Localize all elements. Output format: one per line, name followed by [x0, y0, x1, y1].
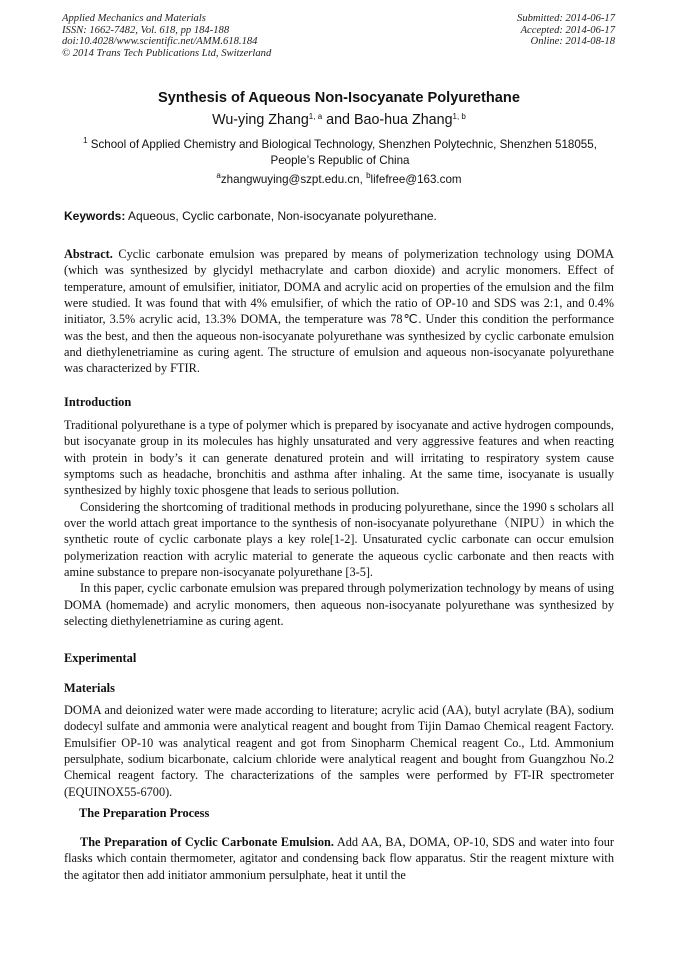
- email-link[interactable]: zhangwuying@szpt.edu.cn,: [220, 173, 367, 186]
- introduction-body: [64, 417, 614, 629]
- author-name: Wu-ying Zhang: [212, 112, 309, 128]
- dates-header: [517, 13, 615, 48]
- abstract: [64, 246, 614, 377]
- author-affil-mark: 1, b: [452, 112, 466, 121]
- email-link[interactable]: lifefree@163.com: [370, 173, 462, 186]
- author-conjunction: and: [322, 112, 354, 128]
- journal-header: [62, 13, 271, 59]
- journal-name: Applied Mechanics and Materials: [62, 13, 206, 24]
- abstract-text: Cyclic carbonate emulsion was prepared by means of polymerization technology using DOMA (which was synthesized by glycidyl methacrylate and carbon dioxide) and acrylic monomers. Effect of temperature, amount of emulsifier, initiator, DOMA and acrylic acid on properties of the emulsion and the film were studied. It was found that with 4% emulsifier, of which the ratio of OP-10 and SDS was 2:1, and 0.4% initiator, 3.5% acrylic acid, 13.3% DOMA, the temperature was 78℃. Under this condition the performance was the best, and then the aqueous non-isocyanate polyurethane was synthesized by cyclic carbonate emulsion and diethylenetriamine as curing agent. The structure of emulsion and aqueous non-isocyanate polyurethane was characterized by FTIR.: [64, 247, 614, 376]
- abstract-label: Abstract.: [64, 247, 113, 261]
- subsection-heading-materials: Materials: [64, 681, 115, 695]
- online-date: Online: 2014-08-18: [530, 36, 615, 48]
- affiliation-text: School of Applied Chemistry and Biological Technology, Shenzhen Polytechnic, Shenzhen 518055, People’s Republic of China: [90, 138, 597, 167]
- subsection-heading-preparation: The Preparation Process: [79, 806, 210, 820]
- paragraph: DOMA and deionized water were made according to literature; acrylic acid (AA), butyl acrylate (BA), sodium dodecyl sulfate and ammonia were analytical reagent and bought from Tijin Damao Chemical reagent Factory. Emulsifier OP-10 was analytical reagent and got from Sinopharm Chemical reagent Co., Ltd. Ammonium persulphate, sodium bicarbonate, calcium chloride were analytical reagent and bought from Guangzhou No.2 Chemical reagent factory. The characterizations of the samples were performed by FT-IR spectrometer (EQUINOX55-6700).: [64, 703, 614, 799]
- materials-body: [64, 702, 614, 800]
- doi-line: doi:10.4028/www.scientific.net/AMM.618.184: [62, 36, 258, 48]
- paragraph: Traditional polyurethane is a type of polymer which is prepared by isocyanate and active hydrogen compounds, but isocyanate group in its molecules has highly unsaturated and very aggressive features and when reacting with protein in body’s it can generate denatured protein and will irritating to respiratory system cause symptoms such as headache, bronchitis and asthma after inhaling. At the same time, isocyanate is usually synthesized by highly toxic phosgene that leads to serious pollution.: [64, 418, 614, 498]
- email-line: [0, 173, 678, 186]
- email-mark: a: [216, 171, 221, 180]
- submitted-date: Submitted: 2014-06-17: [517, 13, 615, 24]
- section-heading-experimental: Experimental: [64, 651, 137, 665]
- accepted-date: Accepted: 2014-06-17: [520, 24, 615, 36]
- author-name: Bao-hua Zhang: [353, 112, 453, 128]
- issn-line: ISSN: 1662-7482, Vol. 618, pp 184-188: [62, 24, 230, 36]
- author-affil-mark: 1, a: [308, 112, 323, 121]
- paper-title: Synthesis of Aqueous Non-Isocyanate Polyurethane: [158, 90, 520, 106]
- paragraph: Considering the shortcoming of traditional methods in producing polyurethane, since the 1990 s scholars all over the world attach great importance to the synthesis of non-isocyanate polyurethane（NIPU）in which the synthetic route of cyclic carbonate plays a key role[1-2]. Unsaturated cyclic carbonate can occur emulsion polymerization reaction with acrylic material to generate the aqueous cyclic carbonate and then reacts with amine substance to prepare non-isocyanate polyurethane [3-5].: [64, 499, 614, 580]
- email-mark: b: [366, 171, 371, 180]
- preparation-text: Add AA, BA, DOMA, OP-10, SDS and water into four flasks which contain thermometer, agitator and condensing back flow apparatus. Stir the reagent mixture with the agitator then add initiator ammonium persulphate, heat it until the: [64, 835, 614, 882]
- keywords-label: Keywords:: [64, 209, 126, 223]
- copyright-line: © 2014 Trans Tech Publications Ltd, Switzerland: [62, 47, 272, 59]
- preparation-body: [64, 834, 614, 883]
- paragraph: In this paper, cyclic carbonate emulsion was prepared through polymerization technology by means of using DOMA (homemade) and acrylic monomers, then aqueous non-isocyanate polyurethane was synthesized by selecting diethylenetriamine as curing agent.: [64, 581, 614, 629]
- affiliation: [80, 137, 600, 169]
- preparation-lead: The Preparation of Cyclic Carbonate Emulsion.: [80, 835, 334, 849]
- keywords-text: Aqueous, Cyclic carbonate, Non-isocyanate polyurethane.: [125, 209, 437, 223]
- section-heading-introduction: Introduction: [64, 395, 132, 409]
- affiliation-number: 1: [83, 136, 88, 145]
- author-line: [0, 112, 678, 128]
- keywords: [64, 209, 437, 223]
